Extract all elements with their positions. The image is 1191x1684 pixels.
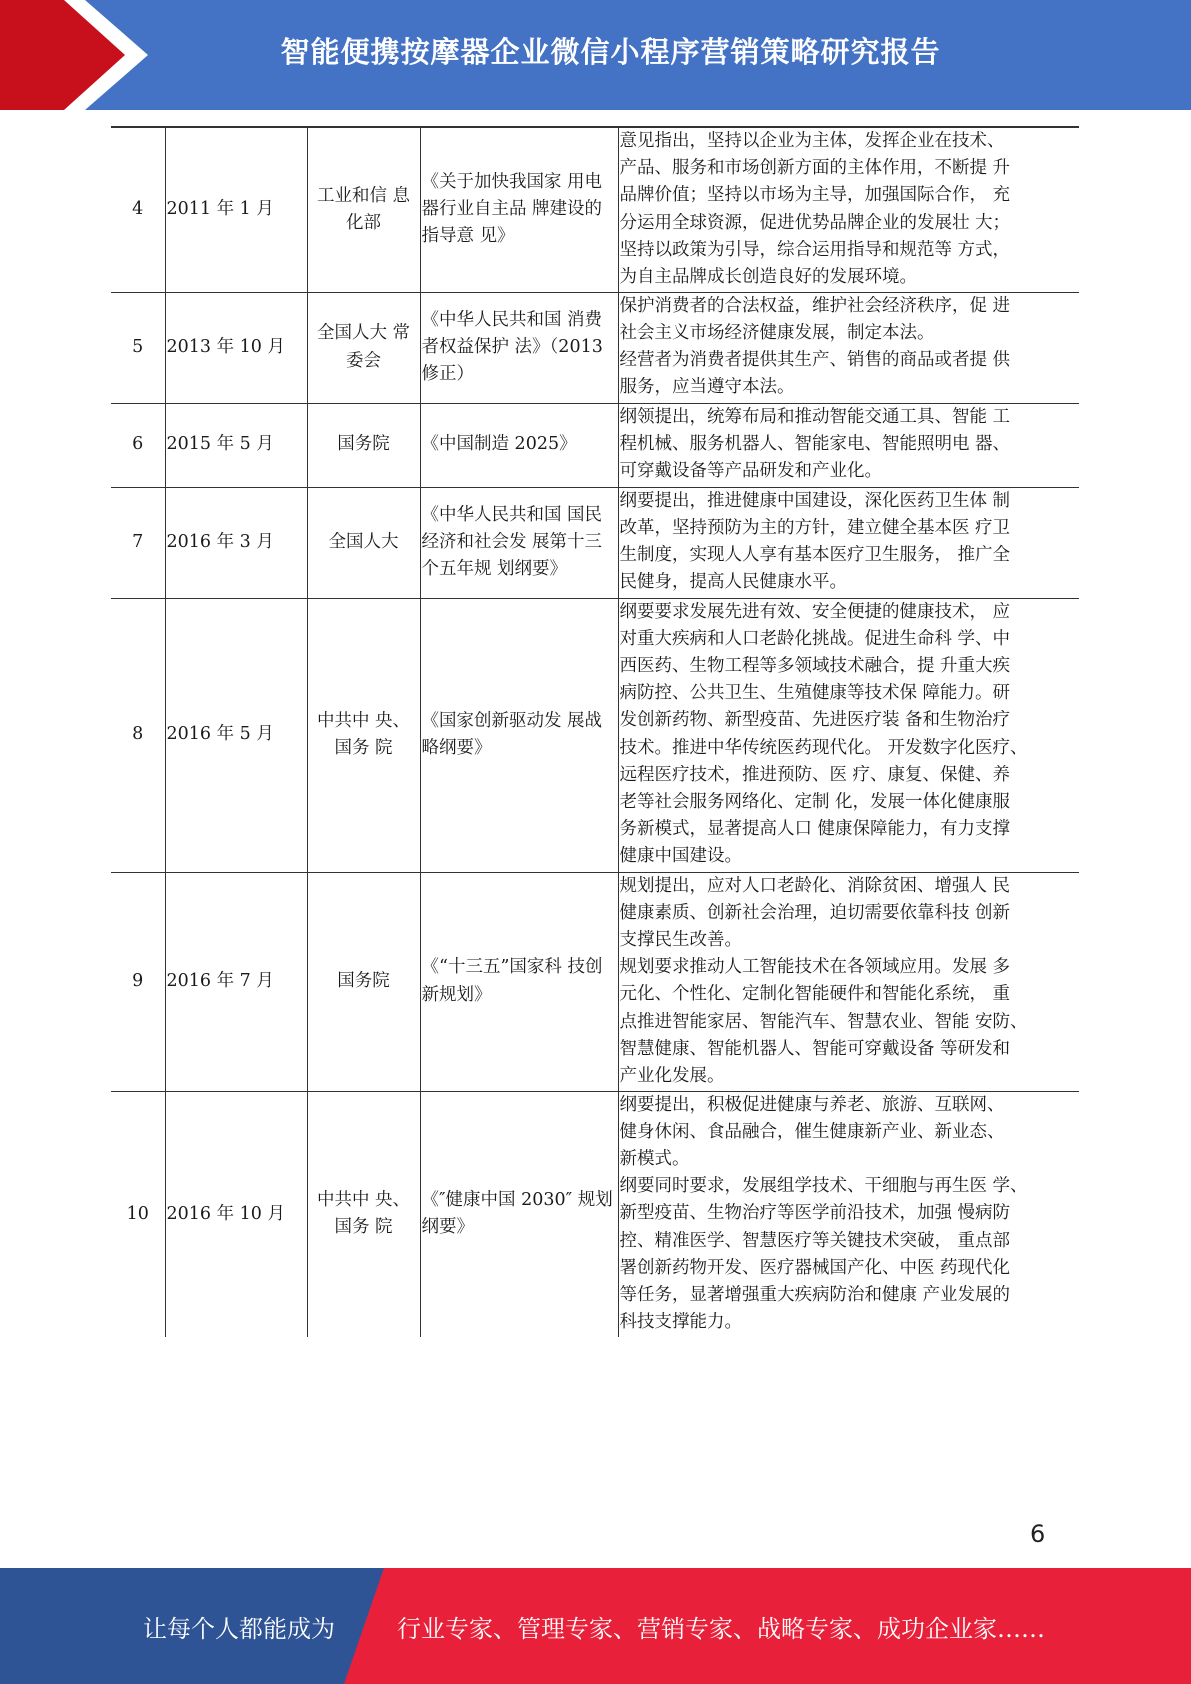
content-line: 纲要同时要求，发展组学技术、干细胞与再生医 学、 (619, 1176, 1028, 1197)
policy-document-title: 《中国制造 2025》 (420, 403, 618, 487)
footer-slogan-left: 让每个人都能成为 (143, 1614, 335, 1643)
issuing-department: 工业和信 息化部 (307, 127, 420, 292)
content-line: 经营者为消费者提供其生产、销售的商品或者提 供 (619, 349, 1011, 370)
content-line: 新型疫苗、生物治疗等医学前沿技术，加强 慢病防 (619, 1203, 1011, 1224)
content-line: 保护消费者的合法权益，维护社会经济秩序，促 进 (619, 295, 1011, 316)
table-row (111, 292, 1079, 403)
content-line: 意见指出，坚持以企业为主体，发挥企业在技术、 (619, 131, 1005, 151)
page-footer (0, 1568, 1191, 1684)
content-line: 品牌价值；坚持以市场为主导，加强国际合作， 充 (619, 185, 1011, 206)
content-line: 产业化发展。 (619, 1065, 725, 1086)
issuing-department: 全国人大 常委会 (307, 292, 420, 403)
table-row (111, 487, 1079, 598)
issue-date: 2016 年 7 月 (165, 872, 307, 1091)
content-line: 老等社会服务网络化、定制 化，发展一体化健康服 (619, 791, 1011, 812)
content-line: 元化、个性化、定制化智能硬件和智能化系统， 重 (619, 984, 1011, 1005)
policy-document-title: 《中华人民共和国 消费者权益保护 法》（2013 修正） (420, 292, 618, 403)
policy-document-title: 《关于加快我国家 用电器行业自主品 牌建设的指导意 见》 (420, 127, 618, 292)
issuing-department: 全国人大 (307, 487, 420, 598)
policy-document-title: 《″健康中国 2030″ 规划纲要》 (420, 1091, 618, 1337)
content-line: 为自主品牌成长创造良好的发展环境。 (619, 267, 917, 288)
content-line: 健康素质、创新社会治理，迫切需要依靠科技 创新 (619, 902, 1011, 923)
policy-document-title: 《“十三五”国家科 技创新规划》 (420, 872, 618, 1091)
content-line: 署创新药物开发、医疗器械国产化、中医 药现代化 (619, 1257, 1011, 1278)
row-number: 9 (111, 872, 165, 1091)
issue-date: 2015 年 5 月 (165, 403, 307, 487)
content-line: 纲要提出，积极促进健康与养老、旅游、互联网、 (619, 1094, 1005, 1115)
content-line: 新模式。 (619, 1148, 690, 1169)
issue-date: 2016 年 5 月 (165, 598, 307, 872)
content-line: 服务，应当遵守本法。 (619, 377, 795, 398)
content-line: 等任务，显著增强重大疾病防治和健康 产业发展的 (619, 1284, 1011, 1305)
content-line: 可穿戴设备等产品研发和产业化。 (619, 460, 882, 481)
policy-document-title: 《中华人民共和国 国民经济和社会发 展第十三个五年规 划纲要》 (420, 487, 618, 598)
table-row (111, 127, 1079, 292)
row-number: 6 (111, 403, 165, 487)
issue-date: 2016 年 10 月 (165, 1091, 307, 1337)
policy-content (618, 598, 1079, 872)
content-line: 纲要提出，推进健康中国建设，深化医药卫生体 制 (619, 490, 1011, 511)
content-line: 生制度，实现人人享有基本医疗卫生服务， 推广全 (619, 544, 1011, 565)
content-line: 改革，坚持预防为主的方针，建立健全基本医 疗卫 (619, 517, 1011, 538)
content-line: 坚持以政策为引导，综合运用指导和规范等 方式， (619, 239, 1011, 260)
row-number: 4 (111, 127, 165, 292)
page-header (0, 0, 1191, 110)
footer-slogan-right: 行业专家、管理专家、营销专家、战略专家、成功企业家…… (397, 1614, 1045, 1643)
report-title: 智能便携按摩器企业微信小程序营销策略研究报告 (280, 34, 941, 69)
issuing-department: 中共中 央、国务 院 (307, 598, 420, 872)
content-line: 民健身，提高人民健康水平。 (619, 572, 847, 593)
table-row (111, 872, 1079, 1091)
content-line: 病防控、公共卫生、生殖健康等技术保 障能力。研 (619, 683, 1011, 704)
content-line: 规划提出，应对人口老龄化、消除贫困、增强人 民 (619, 875, 1011, 896)
content-line: 健身休闲、食品融合，催生健康新产业、新业态、 (619, 1121, 1005, 1142)
content-line: 对重大疾病和人口老龄化挑战。促进生命科 学、中 (619, 628, 1011, 649)
content-line: 点推进智能家居、智能汽车、智慧农业、智能 安防、 (619, 1011, 1028, 1032)
table-row (111, 1091, 1079, 1337)
row-number: 5 (111, 292, 165, 403)
policy-document-title: 《国家创新驱动发 展战略纲要》 (420, 598, 618, 872)
content-line: 健康中国建设。 (619, 846, 742, 867)
content-line: 规划要求推动人工智能技术在各领域应用。发展 多 (619, 957, 1011, 978)
content-line: 务新模式，显著提高人口 健康保障能力，有力支撑 (619, 819, 1011, 840)
content-line: 西医药、生物工程等多领域技术融合，提 升重大疾 (619, 655, 1011, 676)
policy-content (618, 403, 1079, 487)
content-line: 程机械、服务机器人、智能家电、智能照明电 器、 (619, 433, 1011, 454)
content-line: 纲领提出，统筹布局和推动智能交通工具、智能 工 (619, 406, 1011, 427)
content-line: 纲要要求发展先进有效、安全便捷的健康技术， 应 (619, 601, 1011, 622)
content-line: 远程医疗技术，推进预防、医 疗、康复、保健、养 (619, 764, 1011, 785)
content-line: 智慧健康、智能机器人、智能可穿戴设备 等研发和 (619, 1038, 1011, 1059)
content-line: 发创新药物、新型疫苗、先进医疗装 备和生物治疗 (619, 710, 1011, 731)
content-line: 支撑民生改善。 (619, 929, 742, 950)
issue-date: 2016 年 3 月 (165, 487, 307, 598)
header-arrow-graphic (0, 0, 160, 110)
table-row (111, 403, 1079, 487)
policy-content (618, 872, 1079, 1091)
content-line: 产品、服务和市场创新方面的主体作用，不断提 升 (619, 158, 1011, 179)
content-line: 控、精准医学、智慧医疗等关键技术突破， 重点部 (619, 1230, 1011, 1251)
issuing-department: 国务院 (307, 403, 420, 487)
policy-content (618, 292, 1079, 403)
policy-content (618, 1091, 1079, 1337)
content-line: 社会主义市场经济健康发展，制定本法。 (619, 322, 935, 343)
content-line: 分运用全球资源，促进优势品牌企业的发展壮 大； (619, 212, 1011, 233)
row-number: 8 (111, 598, 165, 872)
content-line: 科技支撑能力。 (619, 1312, 742, 1333)
issuing-department: 国务院 (307, 872, 420, 1091)
policy-content (618, 487, 1079, 598)
content-line: 技术。推进中华传统医药现代化。 开发数字化医疗、 (619, 737, 1028, 758)
row-number: 7 (111, 487, 165, 598)
row-number: 10 (111, 1091, 165, 1337)
policy-content (618, 127, 1079, 292)
issue-date: 2011 年 1 月 (165, 127, 307, 292)
page-number: 6 (1030, 1520, 1046, 1548)
policy-table (111, 126, 1079, 1337)
issuing-department: 中共中 央、国务 院 (307, 1091, 420, 1337)
table-row (111, 598, 1079, 872)
issue-date: 2013 年 10 月 (165, 292, 307, 403)
